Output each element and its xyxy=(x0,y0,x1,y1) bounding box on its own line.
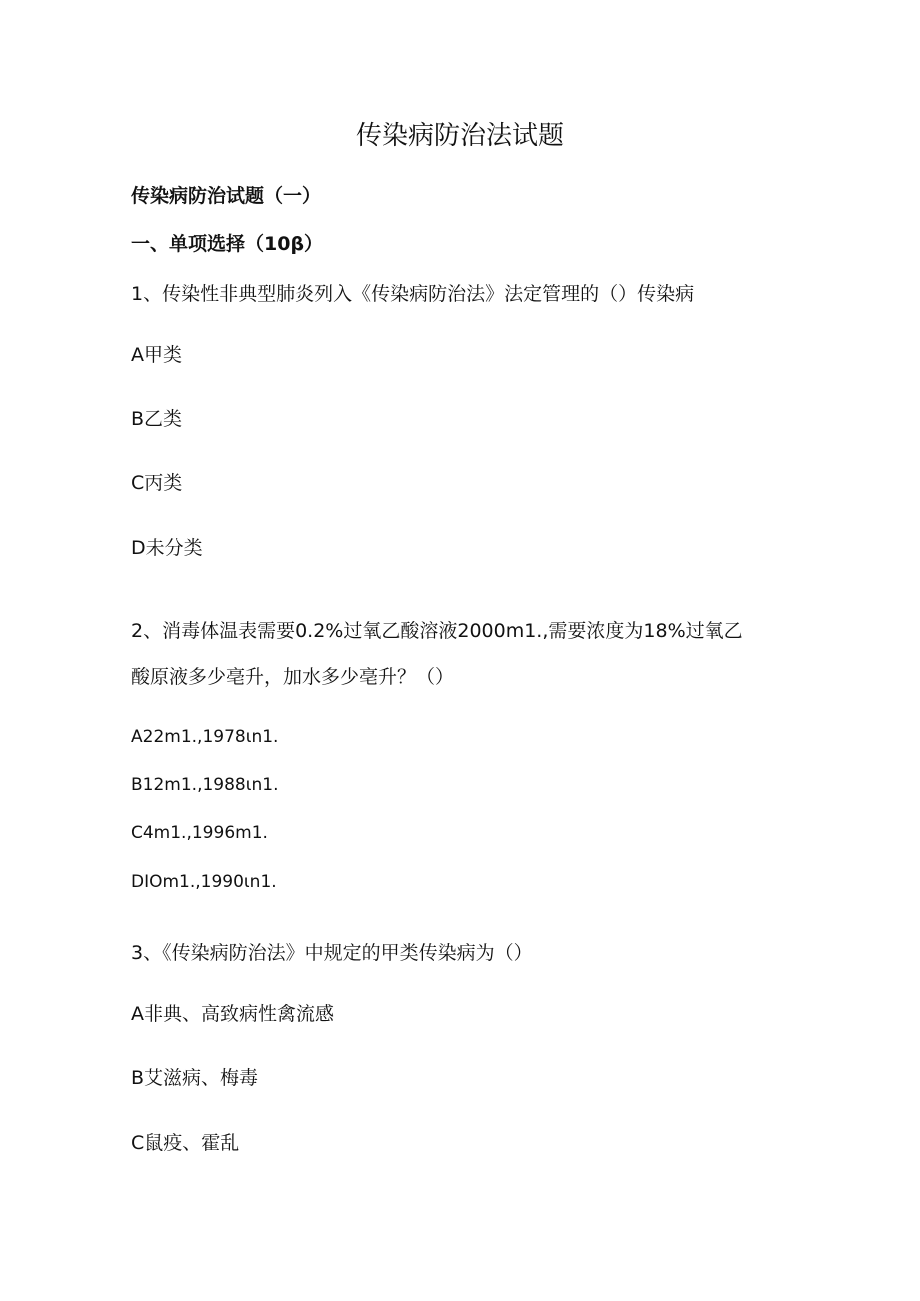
question-1-text: 1、传染性非典型肺炎列入《传染病防治法》法定管理的（）传染病 xyxy=(131,283,695,305)
question-3-option-a: A非典、高致病性禽流感 xyxy=(131,1003,334,1025)
section-heading: 一、单项选择（10β） xyxy=(131,233,324,255)
subtitle: 传染病防治试题（一） xyxy=(131,185,322,207)
question-1-option-c: C丙类 xyxy=(131,472,183,494)
question-1-option-d: D未分类 xyxy=(131,537,203,559)
question-3-text: 3、《传染病防治法》中规定的甲类传染病为（） xyxy=(131,942,533,964)
question-1-option-b: B乙类 xyxy=(131,408,183,430)
question-2-option-a: A22m1.,1978ιn1. xyxy=(131,727,279,747)
question-2-text-line-1: 2、消毒体温表需要0.2%过氧乙酸溶液2000m1.,需要浓度为18%过氧乙 xyxy=(131,620,743,642)
page-title: 传染病防治法试题 xyxy=(355,121,564,151)
question-2-option-d: DIOm1.,1990ιn1. xyxy=(131,872,277,892)
question-3-option-b: B艾滋病、梅毒 xyxy=(131,1067,259,1089)
question-2-option-c: C4m1.,1996m1. xyxy=(131,823,268,843)
question-2-option-b: B12m1.,1988ιn1. xyxy=(131,775,279,795)
question-1-option-a: A甲类 xyxy=(131,344,182,366)
question-3-option-c: C鼠疫、霍乱 xyxy=(131,1132,240,1154)
question-2-text-line-2: 酸原液多少亳升，加水多少亳升？（） xyxy=(131,666,455,688)
